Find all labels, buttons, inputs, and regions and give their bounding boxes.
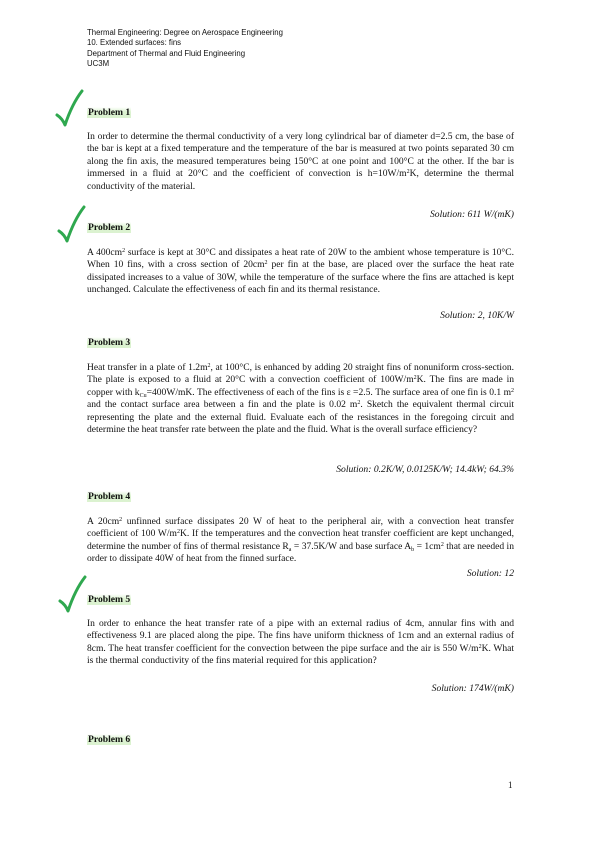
document-header <box>87 28 283 70</box>
page-number: 1 <box>508 780 513 790</box>
header-course: Thermal Engineering: Degree on Aerospace Engineering <box>87 28 283 37</box>
green-checkmark-icon <box>56 204 86 244</box>
problem-4-text: A $20cm^2$ unfinned surface dissipates 20 W of heat to the peripheral air, with a convection heat transfer coefficient of 100 $W/m^2K$. If the temperatures and the convection heat transfer coefficient are kept unchanged, determine the number of fins of thermal resistance $R_a = 37.5K/W$ and base surface $A_b = 1cm^2$ that are needed in order to dissipate 40W of heat from the finned surface. <box>87 516 514 565</box>
problem-5-solution: Solution: 174W/(mK) <box>431 683 514 694</box>
problem-5-title: Problem 5 <box>88 594 131 605</box>
problem-3-title: Problem 3 <box>88 337 131 348</box>
problem-1-title: Problem 1 <box>88 107 131 118</box>
problem-6-title: Problem 6 <box>88 734 131 745</box>
problem-3-solution: Solution: 0.2K/W, 0.0125K/W; 14.4kW; 64.3% <box>336 464 514 475</box>
header-university: UC3M <box>87 59 110 69</box>
problem-3-text: Heat transfer in a plate of $1.2m^2$, at 100°C, is enhanced by adding 20 straight fins of nonuniform cross-section. The plate is exposed to a fluid at 20°C with a convection coefficient of $100W/m^2K$. The fins are made in copper with $k_{Cu}=400W/mK$. The effectiveness of each of the fins is ε =2.5. The surface area of one fin is 0.1 $m^2$ and the contact surface area between a fin and the plate is 0.02 $m^2$. Sketch the equivalent thermal circuit representing the plate and the external fluid. Evaluate each of the resistances in the foregoing circuit and determine the heat transfer rate between the plate and the fluid. What is the overall surface efficiency? <box>87 362 515 436</box>
header-department: Department of Thermal and Fluid Engineering <box>87 48 246 58</box>
problem-4-title: Problem 4 <box>88 491 131 502</box>
problem-5-text: In order to enhance the heat transfer rate of a pipe with an external radius of 4cm, annular fins with and effectiveness 9.1 are placed along the pipe. The fins have uniform thickness of 1cm and an external radius of 8cm. The heat transfer coefficient for the convection between the pipe surface and the air is 550 $W/m^2K$. What is the thermal conductivity of the fins material required for this application? <box>87 618 514 667</box>
problem-2-text: A $400cm^2$ surface is kept at 30°C and dissipates a heat rate of 20W to the ambient whose temperature is 10°C. When 10 fins, with a cross section of $20cm^2$ per fin at the base, are placed over the surface the heat rate dissipated increases to a value of 30W, while the temperature of the surface where the fins are attached is kept unchanged. Calculate the effectiveness of each fin and its thermal resistance. <box>87 247 514 296</box>
problem-4-solution: Solution: 12 <box>466 568 514 579</box>
green-checkmark-icon <box>57 574 87 614</box>
problem-1-text: In order to determine the thermal conductivity of a very long cylindrical bar of diameter d=2.5 cm, the base of the bar is kept at a fixed temperature and the temperature of the bar is measured at two points separated 30 cm along the fin axis, the measured temperatures being 150°C at one point and 100°C at the other. If the bar is immersed in a fluid at 20°C and the coefficient of convection is $h=10W/m^2K$, determine the thermal conductivity of the material. <box>87 131 514 192</box>
problem-2-solution: Solution: 2, 10K/W <box>440 310 514 321</box>
problem-1-solution: Solution: 611 W/(mK) <box>429 209 514 220</box>
header-topic: 10. Extended surfaces: fins <box>87 38 182 48</box>
green-checkmark-icon <box>54 88 84 128</box>
problem-2-title: Problem 2 <box>88 222 131 233</box>
